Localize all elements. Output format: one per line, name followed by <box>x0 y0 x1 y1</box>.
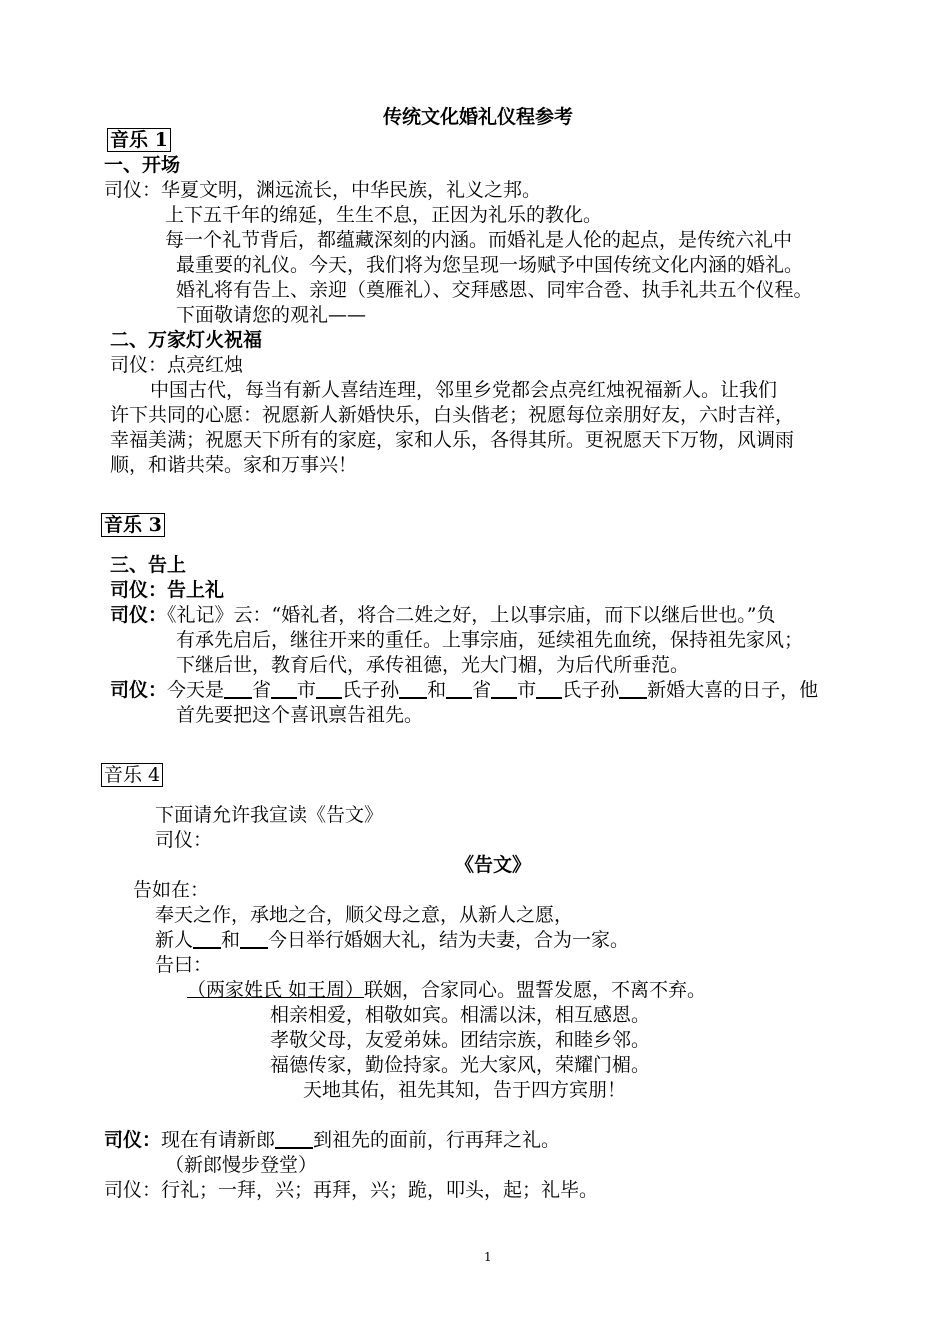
blank-field <box>275 1129 313 1149</box>
text-line: 下面敬请您的观礼—— <box>176 304 367 326</box>
blank-field <box>536 679 562 699</box>
music-label-4 <box>101 763 163 787</box>
verse-line: 天地其佑，祖先其知，告于四方宾朋！ <box>303 1079 627 1101</box>
verse-line: 相亲相爱，相敬如宾。相濡以沫，相互感恩。 <box>270 1004 651 1026</box>
music-label-3 <box>101 513 165 537</box>
blank-field <box>316 679 342 699</box>
text-span: （两家姓氏 如王周） <box>187 979 365 1001</box>
text-line: 幸福美满；祝愿天下所有的家庭，家和人乐，各得其所。更祝愿天下万物，风调雨 <box>110 429 795 451</box>
text-line <box>110 678 818 702</box>
text-line: 最重要的礼仪。今天，我们将为您呈现一场赋予中国传统文化内涵的婚礼。 <box>176 254 804 276</box>
text-span: 司仪： <box>110 679 168 701</box>
text-line: （新郎慢步登堂） <box>165 1154 318 1176</box>
blank-field <box>399 679 427 699</box>
text-line: 司仪：行礼；一拜，兴；再拜，兴；跪，叩头，起；礼毕。 <box>104 1179 599 1201</box>
text-line: 中国古代，每当有新人喜结连理，邻里乡党都会点亮红烛祝福新人。让我们 <box>150 379 778 401</box>
text-span: 省 <box>252 679 272 701</box>
announcement-title: 《告文》 <box>455 854 532 876</box>
verse-line: 福德传家，勤俭持家。光大家风，荣耀门楣。 <box>270 1054 651 1076</box>
blank-field <box>619 679 647 699</box>
blank-field <box>193 929 221 949</box>
section-heading-gaoshang: 三、告上 <box>110 554 187 576</box>
text-span: 联姻，合家同心。盟誓发愿，不离不弃。 <box>364 979 707 1001</box>
text-span: 和 <box>221 929 241 951</box>
text-span: 氏子孙 <box>342 679 400 701</box>
page-title: 传统文化婚礼仪程参考 <box>383 106 574 128</box>
text-span: 音乐 3 <box>101 513 165 537</box>
text-span: 和 <box>427 679 447 701</box>
text-span: 《礼记》云：“婚礼者，将合二姓之好，上以事宗庙，而下以继后世也。”负 <box>167 604 776 626</box>
text-span: 今天是 <box>167 679 225 701</box>
text-line <box>155 928 629 952</box>
text-span: 音乐 1 <box>107 128 171 152</box>
text-line: 上下五千年的绵延，生生不息，正因为礼乐的教化。 <box>165 204 603 226</box>
text-span: 市 <box>517 679 537 701</box>
text-line <box>110 603 775 627</box>
text-line <box>187 978 706 1002</box>
text-span: 省 <box>472 679 492 701</box>
text-line: 告如在： <box>133 879 210 901</box>
text-span: 新婚大喜的日子，他 <box>647 679 819 701</box>
text-line: 有承先启后，继往开来的重任。上事宗庙，延续祖先血统，保持祖先家风； <box>176 629 804 651</box>
text-span: 司仪： <box>110 604 168 626</box>
text-line: 司仪： <box>155 829 213 851</box>
text-span: 氏子孙 <box>562 679 620 701</box>
blank-field <box>446 679 472 699</box>
text-line: 婚礼将有告上、亲迎（奠雁礼）、交拜感恩、同牢合卺、执手礼共五个仪程。 <box>176 279 813 301</box>
section-heading-opening: 一、开场 <box>104 154 181 176</box>
text-line: 司仪：点亮红烛 <box>110 354 244 376</box>
text-line: 奉天之作，承地之合，顺父母之意，从新人之愿， <box>155 904 574 926</box>
section-heading-blessing: 二、万家灯火祝福 <box>110 329 263 351</box>
text-line: 下继后世，教育后代，承传祖德，光大门楣，为后代所垂范。 <box>176 654 690 676</box>
verse-line: 孝敬父母，友爱弟妹。团结宗族，和睦乡邻。 <box>270 1029 651 1051</box>
text-span: 市 <box>297 679 317 701</box>
text-line <box>104 1128 560 1152</box>
text-line: 每一个礼节背后，都蕴藏深刻的内涵。而婚礼是人伦的起点，是传统六礼中 <box>165 229 793 251</box>
text-line: 顺，和谐共荣。家和万事兴！ <box>110 454 358 476</box>
page-number: 1 <box>484 1250 492 1264</box>
blank-field <box>240 929 268 949</box>
blank-field <box>271 679 297 699</box>
subheading-gaoshang: 司仪：告上礼 <box>110 579 225 601</box>
text-span: 今日举行婚姻大礼，结为夫妻，合为一家。 <box>268 929 630 951</box>
blank-field <box>491 679 517 699</box>
text-span: 到祖先的面前，行再拜之礼。 <box>313 1129 561 1151</box>
text-span: 司仪： <box>104 1129 162 1151</box>
text-span: 现在有请新郎 <box>161 1129 276 1151</box>
text-span: 音乐 4 <box>101 763 163 787</box>
music-label-1 <box>107 128 171 152</box>
text-line: 司仪：华夏文明，渊远流长，中华民族，礼义之邦。 <box>104 179 542 201</box>
text-span: 新人 <box>155 929 194 951</box>
blank-field <box>224 679 252 699</box>
text-line: 下面请允许我宣读《告文》 <box>155 804 384 826</box>
text-line: 许下共同的心愿：祝愿新人新婚快乐，白头偕老；祝愿每位亲朋好友，六时吉祥， <box>110 404 795 426</box>
text-line: 首先要把这个喜讯禀告祖先。 <box>176 704 424 726</box>
text-line: 告曰： <box>155 954 213 976</box>
